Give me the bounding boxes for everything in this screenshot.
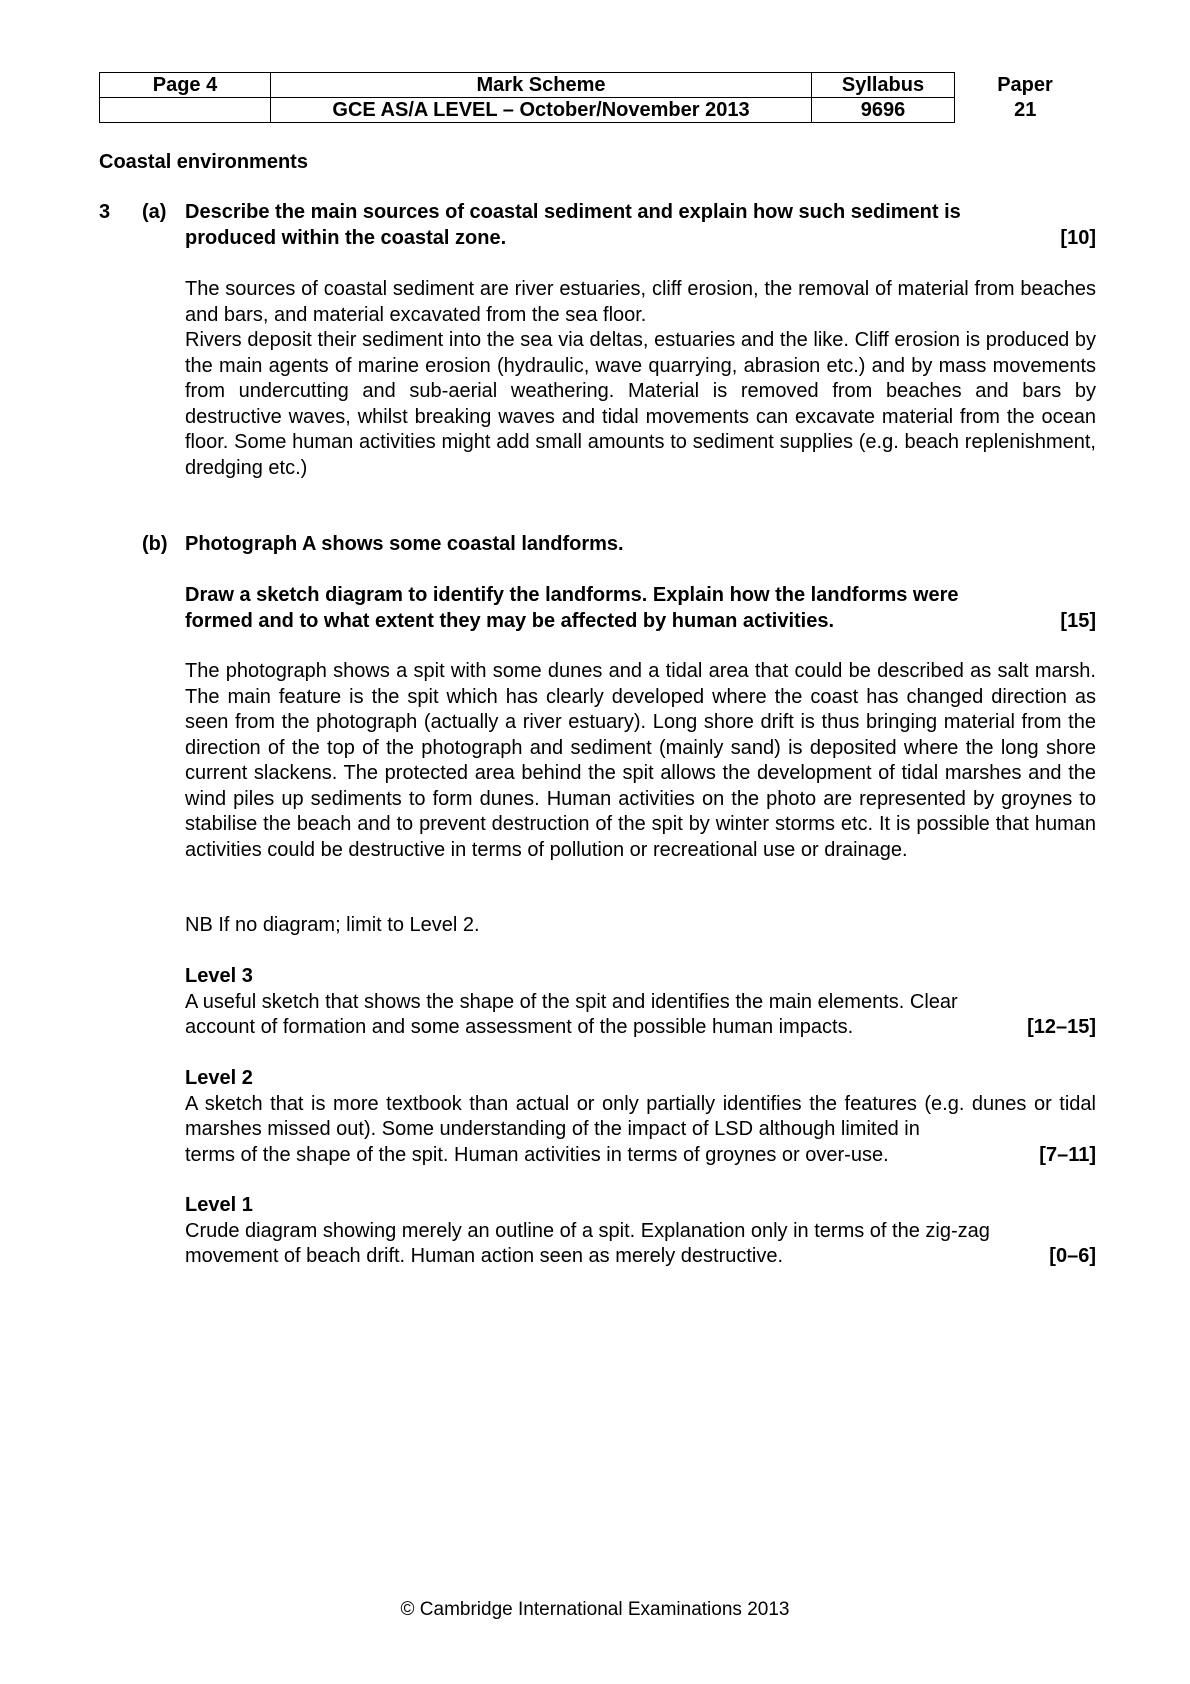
header-row-labels: [100, 73, 1096, 98]
level-1-title: Level 1: [185, 1194, 253, 1216]
level-1-marks: [0–6]: [1049, 1245, 1096, 1267]
part-a-answer: [185, 277, 1096, 481]
nb-note: NB If no diagram; limit to Level 2.: [185, 914, 480, 936]
part-b-answer: The photograph shows a spit with some dunes and a tidal area that could be described as salt marsh. The main feature is the spit which has clearly developed where the coast has changed direction as seen from the photograph (actually a river estuary). Long shore drift is thus bringing material from the direction of the top of the photograph and sediment (mainly sand) is deposited where the long shore current slackens. The protected area behind the spit allows the development of tidal marshes and the wind piles up sediments to form dunes. Human activities on the photo are represented by groynes to stabilise the beach and to prevent destruction of the spit by winter storms etc. It is possible that human activities could be destructive in terms of pollution or recreational use or drainage.: [185, 660, 1096, 861]
header-row-values: [100, 98, 1096, 123]
footer-copyright: © Cambridge International Examinations 2013: [400, 1599, 790, 1620]
level-1-line1: Crude diagram showing merely an outline of a spit. Explanation only in terms of the zig-zag: [185, 1219, 990, 1242]
level-3-marks: [12–15]: [1027, 1016, 1096, 1038]
paper-label: Paper: [997, 74, 1053, 96]
level-3-line2-row: [185, 1015, 1096, 1041]
level-3-line1: A useful sketch that shows the shape of the spit and identifies the main elements. Clear: [185, 990, 958, 1013]
header-table: [99, 72, 1096, 123]
exam-title: GCE AS/A LEVEL – October/November 2013: [271, 98, 812, 123]
part-a-prompt: [185, 200, 1096, 251]
part-b-label: (b): [142, 533, 168, 555]
section-title: Coastal environments: [99, 151, 308, 173]
level-1-line2-row: [185, 1244, 1096, 1270]
part-a-answer-p1: The sources of coastal sediment are river estuaries, cliff erosion, the removal of material from beaches and bars, and material excavated from the sea floor.: [185, 278, 1096, 326]
part-b-prompt: [185, 583, 1096, 634]
part-b-prompt-line2-row: [185, 609, 1096, 635]
part-a-prompt-line2-row: [185, 226, 1096, 252]
level-1: [185, 1193, 1096, 1270]
mark-scheme-label: Mark Scheme: [271, 73, 812, 98]
part-b-prompt-line2: formed and to what extent they may be affected by human activities.: [185, 609, 835, 632]
part-b-intro: Photograph A shows some coastal landforms.: [185, 533, 624, 555]
level-3-line2: account of formation and some assessment of the possible human impacts.: [185, 1016, 854, 1038]
level-2-line2: terms of the shape of the spit. Human activities in terms of groynes or over-use.: [185, 1143, 889, 1166]
part-b-marks: [15]: [1060, 609, 1096, 632]
level-2-line2-row: [185, 1143, 1096, 1169]
part-b-prompt-line1: Draw a sketch diagram to identify the landforms. Explain how the landforms were: [185, 584, 959, 606]
level-3-title: Level 3: [185, 965, 253, 987]
syllabus-label: Syllabus: [812, 73, 955, 98]
level-3: [185, 964, 1096, 1041]
level-1-line2: movement of beach drift. Human action seen as merely destructive.: [185, 1245, 784, 1267]
level-2: [185, 1066, 1096, 1168]
part-a-label: (a): [142, 201, 167, 223]
part-a-marks: [10]: [1060, 226, 1096, 249]
syllabus-code: 9696: [812, 98, 955, 123]
page-label: Page 4: [100, 73, 271, 98]
part-a-prompt-line2: produced within the coastal zone.: [185, 226, 507, 249]
question-number: 3: [99, 201, 111, 223]
paper-number: 21: [1014, 99, 1037, 121]
level-2-marks: [7–11]: [1039, 1143, 1096, 1166]
page-value-empty: [100, 98, 271, 123]
part-a-answer-p2: Rivers deposit their sediment into the sea via deltas, estuaries and the like. Cliff erosion is produced by the main agents of marine erosion (hydraulic, wave quarrying, abrasion etc.) and by mass movements from undercutting and sub-aerial weathering. Material is removed from beaches and bars by destructive waves, whilst breaking waves and tidal movements can excavate material from the ocean floor. Some human activities might add small amounts to sediment supplies (e.g. beach replenishment, dredging etc.): [185, 329, 1096, 479]
level-2-title: Level 2: [185, 1067, 253, 1089]
level-2-line1: A sketch that is more textbook than actual or only partially identifies the features (e.g. dunes or tidal marshes missed out). Some understanding of the impact of LSD although limited in: [185, 1092, 1096, 1140]
part-a-prompt-line1: Describe the main sources of coastal sediment and explain how such sediment is: [185, 201, 961, 223]
